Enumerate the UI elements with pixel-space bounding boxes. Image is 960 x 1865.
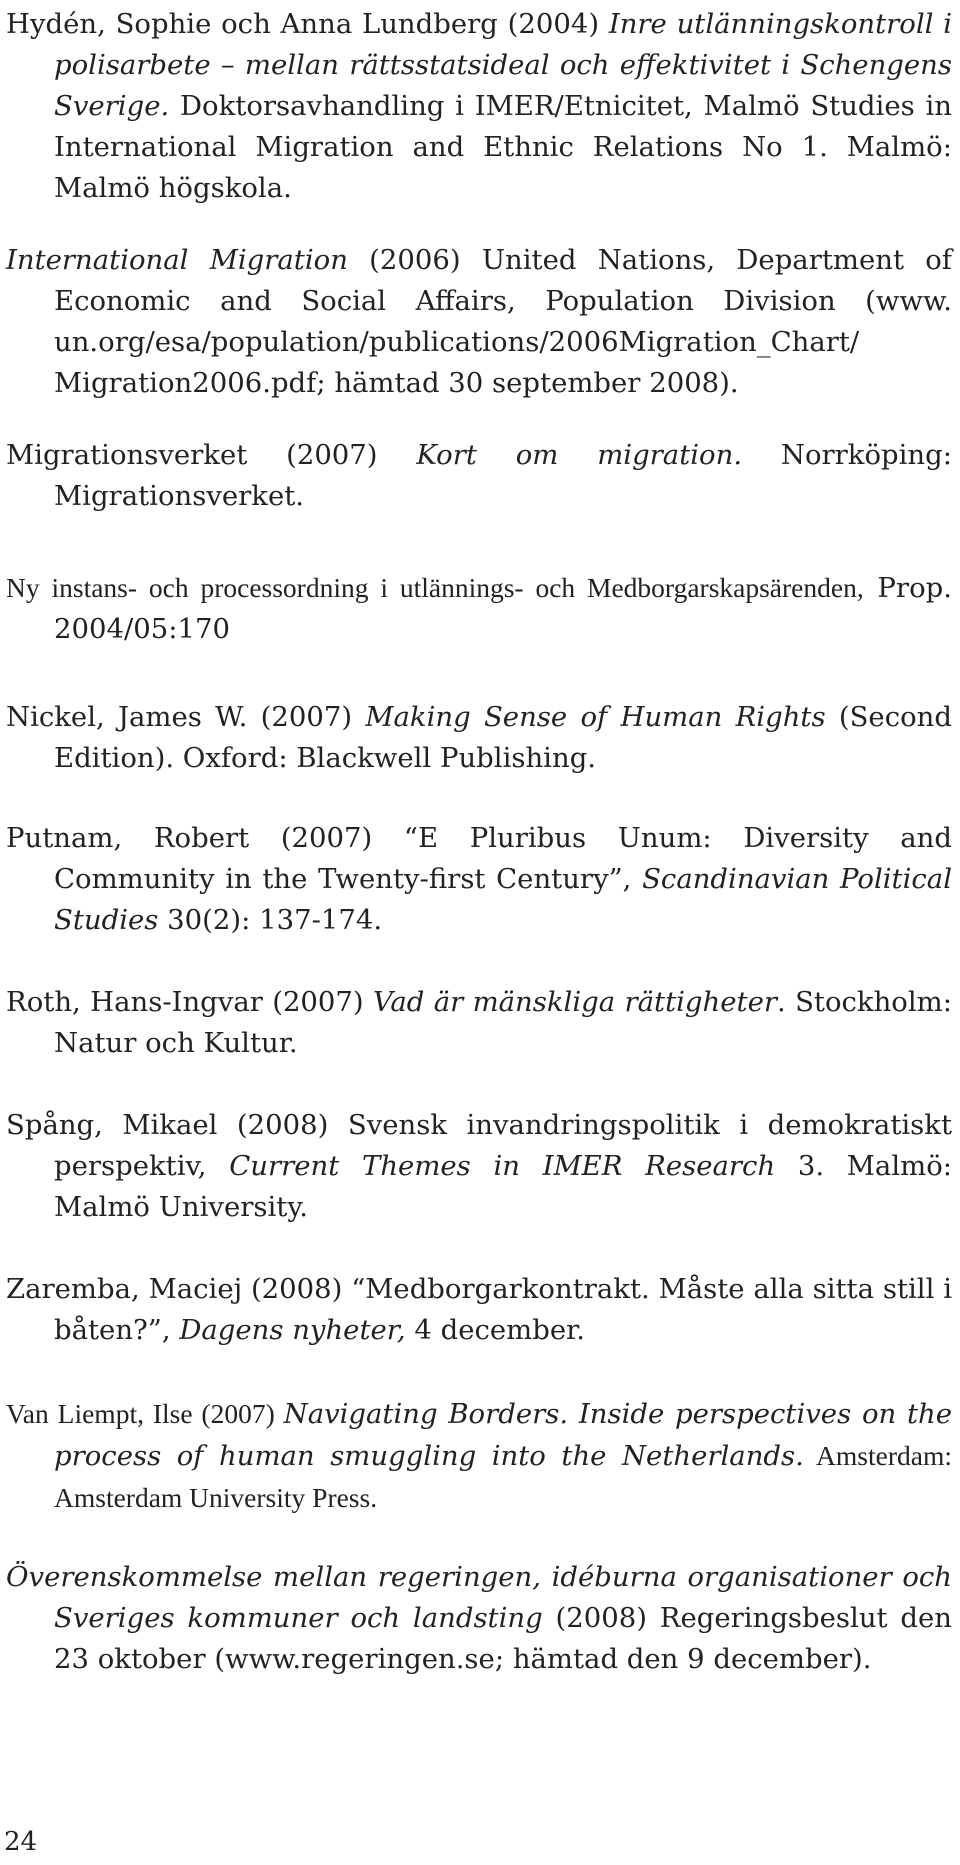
reference-entry xyxy=(6,4,952,209)
reference-entry xyxy=(6,240,952,404)
reference-text: Amsterdam: Amsterdam University Press. xyxy=(54,1440,952,1513)
reference-text: Spång, Mikael (2008) Svensk invandringspolitik i demokratiskt perspektiv, xyxy=(6,1109,952,1182)
reference-title: Dagens nyheter, xyxy=(179,1314,406,1346)
reference-title: Vad är mänskliga rättigheter xyxy=(373,986,777,1018)
reference-text: Zaremba, Maciej (2008) “Medborgarkontrakt. Måste alla sitta still i båten?”, xyxy=(6,1273,952,1346)
reference-text: 4 december. xyxy=(405,1314,585,1346)
reference-entry xyxy=(6,567,952,650)
reference-entry xyxy=(6,435,952,517)
reference-title: Överenskommelse mellan regeringen, idéburna organisationer och Sveriges kommuner och landsting xyxy=(6,1561,952,1634)
reference-title: Making Sense of Human Rights xyxy=(365,701,826,733)
reference-text: Putnam, Robert (2007) “E Pluribus Unum: Diversity and Community in the Twenty-first Century”, xyxy=(6,822,952,895)
reference-text: 3. Malmö: Malmö University. xyxy=(54,1150,953,1223)
reference-entry xyxy=(6,1393,952,1519)
reference-text: Prop. 2004/05:170 xyxy=(54,572,952,645)
reference-entry xyxy=(6,818,952,941)
reference-text: Doktorsavhandling i IMER/Etnicitet, Malmö Studies in International Migration and Ethnic Relations No 1. Malmö: Malmö högskola. xyxy=(54,90,952,204)
reference-title: Inre utlänningskontroll i polisarbete – mellan rättsstatsideal och effektivitet i Schengens Sverige. xyxy=(54,8,952,122)
reference-title: Ny instans- och processordning i utlännings- och Medborgarskapsärenden, xyxy=(6,572,864,603)
reference-entry xyxy=(6,697,952,779)
reference-text: (Second Edition). Oxford: Blackwell Publishing. xyxy=(54,701,952,774)
reference-entry xyxy=(6,1105,952,1228)
reference-text: (2008) Regeringsbeslut den 23 oktober (www.regeringen.se; hämtad den 9 december). xyxy=(54,1602,952,1675)
reference-text: Nickel, James W. (2007) xyxy=(6,701,366,733)
reference-entry xyxy=(6,1557,952,1680)
reference-title: Navigating Borders. Inside perspectives on the process of human smuggling into the Netherlands. xyxy=(54,1398,952,1472)
reference-text: Hydén, Sophie och Anna Lundberg (2004) xyxy=(6,8,609,40)
reference-title: Scandinavian Political Studies xyxy=(54,863,952,936)
reference-text: Van Liempt, Ilse (2007) xyxy=(6,1398,284,1429)
page-number: 24 xyxy=(4,1827,38,1857)
reference-text: Norrköping: Migrationsverket. xyxy=(54,439,952,512)
reference-title: Current Themes in IMER Research xyxy=(229,1150,776,1182)
reference-text: (2006) United Nations, Department of Economic and Social Affairs, Population Division (www. un.org/esa/population/publications/2006Migration_Chart/ Migration2006.pdf; hämtad 30 september 2008). xyxy=(54,244,952,399)
reference-entry xyxy=(6,1269,952,1351)
reference-text: . Stockholm: Natur och Kultur. xyxy=(54,986,952,1059)
reference-text: 30(2): 137-174. xyxy=(158,904,383,936)
reference-text: Migrationsverket (2007) xyxy=(6,439,417,471)
reference-title: Kort om migration. xyxy=(416,439,743,471)
reference-title: International Migration xyxy=(6,244,348,276)
reference-entry xyxy=(6,982,952,1064)
reference-text: Roth, Hans-Ingvar (2007) xyxy=(6,986,374,1018)
